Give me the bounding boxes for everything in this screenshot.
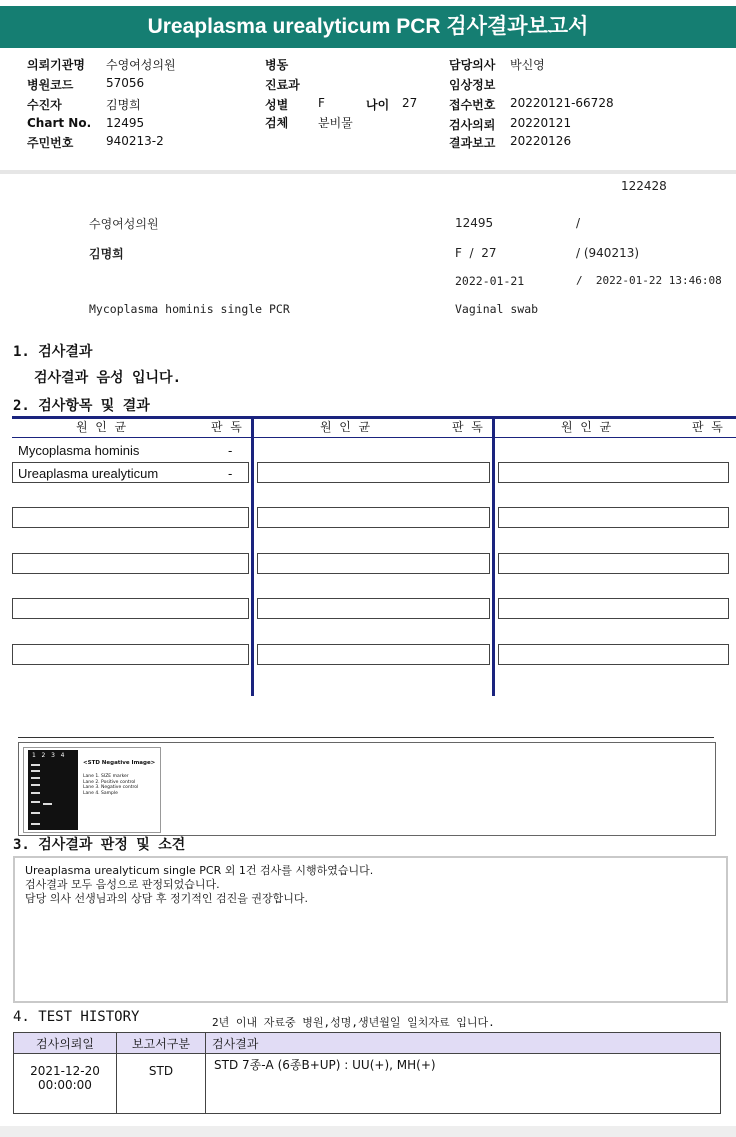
history-table bbox=[13, 1032, 721, 1114]
gel-band bbox=[31, 784, 40, 786]
value-receipt-no: 20220121-66728 bbox=[510, 96, 614, 110]
result-cell-row4-col1 bbox=[12, 553, 249, 574]
gel-legend-item: Lane 1. SIZE marker bbox=[83, 774, 129, 779]
section1-title: 1. 검사결과 bbox=[13, 344, 93, 360]
value-chart-no: 12495 bbox=[106, 116, 145, 130]
value-requesting-institution: 수영여성의원 bbox=[106, 58, 176, 72]
gel-legend-item: Lane 3. Negative control bbox=[83, 785, 139, 790]
gel-legend-item: Lane 2. Positive control bbox=[83, 779, 136, 785]
history-col-request-date: 검사의뢰일 bbox=[14, 1033, 117, 1054]
gel-band bbox=[31, 812, 40, 814]
label-result-report: 결과보고 bbox=[449, 136, 496, 150]
report-birth: / (940213) bbox=[576, 246, 640, 260]
history-col-report-type: 보고서구분 bbox=[117, 1033, 206, 1054]
result-cell-row6-col1 bbox=[12, 644, 249, 665]
result-cell-row5-col3 bbox=[498, 598, 729, 619]
history-report-type: STD bbox=[117, 1054, 206, 1114]
table-col-divider-1 bbox=[251, 416, 254, 696]
gel-legend-item: Lane 4. Sample bbox=[83, 790, 118, 796]
results-table bbox=[0, 414, 736, 699]
report-test-name: Mycoplasma hominis single PCR bbox=[89, 302, 290, 316]
value-hospital-code: 57056 bbox=[106, 76, 145, 90]
result-organism-2: Ureaplasma urealyticum bbox=[18, 466, 159, 481]
gel-band bbox=[31, 764, 40, 766]
label-requesting-institution: 의뢰기관명 bbox=[27, 58, 85, 72]
value-specimen: 분비물 bbox=[318, 116, 353, 130]
gel-image-figure bbox=[23, 747, 161, 833]
result-cell-row2-col3 bbox=[498, 462, 729, 483]
opinion-line: Ureaplasma urealyticum single PCR 외 1건 검사를 시행하였습니다. bbox=[25, 864, 374, 877]
value-sex: F bbox=[318, 96, 325, 110]
result-cell-row2-col2 bbox=[257, 462, 490, 483]
label-patient: 수진자 bbox=[27, 98, 62, 112]
result-value-1: - bbox=[228, 443, 233, 458]
report-patient: 김명희 bbox=[89, 247, 124, 261]
label-receipt-no: 접수번호 bbox=[449, 98, 496, 112]
result-cell-row5-col1 bbox=[12, 598, 249, 619]
label-clinical-info: 임상정보 bbox=[449, 78, 496, 92]
table-col-divider-2 bbox=[492, 416, 495, 696]
result-cell-row3-col3 bbox=[498, 507, 729, 528]
history-note: 2년 이내 자료중 병원,성명,생년월일 일치자료 입니다. bbox=[212, 1016, 495, 1029]
result-cell-row4-col3 bbox=[498, 553, 729, 574]
opinion-line: 검사결과 모두 음성으로 판정되었습니다. bbox=[25, 878, 220, 891]
report-date-report: / 2022-01-22 13:46:08 bbox=[576, 274, 722, 287]
report-date-request: 2022-01-21 bbox=[455, 274, 525, 288]
col-header-judgement-3: 판 독 bbox=[692, 420, 723, 434]
header-divider bbox=[0, 170, 736, 174]
label-hospital-code: 병원코드 bbox=[27, 78, 74, 92]
section4-title: 4. TEST HISTORY bbox=[13, 1009, 140, 1025]
col-header-judgement-2: 판 독 bbox=[452, 420, 483, 434]
history-row bbox=[14, 1054, 721, 1114]
value-test-request: 20220121 bbox=[510, 116, 572, 130]
value-result-report: 20220126 bbox=[510, 134, 572, 148]
report-code: 122428 bbox=[621, 179, 667, 193]
result-cell-row6-col2 bbox=[257, 644, 490, 665]
gel-band bbox=[31, 792, 40, 794]
table-header-rule bbox=[12, 437, 736, 438]
gel-picture bbox=[28, 750, 78, 830]
section1-result-text: 검사결과 음성 입니다. bbox=[34, 370, 182, 386]
report-sex-age: F / 27 bbox=[455, 246, 497, 260]
label-sex: 성별 bbox=[265, 98, 289, 112]
report-title: Ureaplasma urealyticum PCR 검사결과보고서 bbox=[0, 6, 736, 48]
history-header-row bbox=[14, 1033, 721, 1054]
value-age: 27 bbox=[402, 96, 418, 110]
gel-band bbox=[31, 823, 40, 825]
result-cell-row4-col2 bbox=[257, 553, 490, 574]
gel-band-positive bbox=[43, 803, 52, 805]
header-info bbox=[0, 56, 736, 156]
gel-band bbox=[31, 770, 40, 772]
label-age: 나이 bbox=[366, 98, 390, 112]
label-specimen: 검체 bbox=[265, 116, 289, 130]
result-cell-row6-col3 bbox=[498, 644, 729, 665]
report-hospital: 수영여성의원 bbox=[89, 217, 159, 231]
col-header-organism-1: 원 인 균 bbox=[76, 420, 127, 434]
label-chart-no: Chart No. bbox=[27, 116, 92, 130]
col-header-judgement-1: 판 독 bbox=[211, 420, 242, 434]
col-header-organism-2: 원 인 균 bbox=[320, 420, 371, 434]
value-resident-no: 940213-2 bbox=[106, 134, 164, 148]
section3-title: 3. 검사결과 판정 및 소견 bbox=[13, 837, 186, 853]
gel-lane-numbers: 1 2 3 4 bbox=[32, 752, 65, 759]
footer-bar bbox=[0, 1126, 736, 1137]
gel-image-panel bbox=[18, 742, 716, 836]
label-department: 진료과 bbox=[265, 78, 300, 92]
result-cell-row3-col1 bbox=[12, 507, 249, 528]
report-slash: / bbox=[576, 216, 581, 230]
history-result: STD 7종-A (6종B+UP) : UU(+), MH(+) bbox=[206, 1054, 721, 1114]
result-organism-1: Mycoplasma hominis bbox=[18, 443, 140, 458]
label-resident-no: 주민번호 bbox=[27, 136, 74, 150]
section2-title: 2. 검사항목 및 결과 bbox=[13, 398, 150, 414]
gel-band bbox=[31, 777, 40, 779]
report-chart: 12495 bbox=[455, 216, 494, 230]
history-request-date: 2021-12-20 00:00:00 bbox=[14, 1054, 117, 1114]
report-specimen: Vaginal swab bbox=[455, 302, 539, 316]
col-header-organism-3: 원 인 균 bbox=[561, 420, 612, 434]
result-cell-row5-col2 bbox=[257, 598, 490, 619]
value-physician: 박신영 bbox=[510, 58, 545, 72]
gel-legend bbox=[83, 774, 138, 796]
opinion-line: 담당 의사 선생님과의 상담 후 정기적인 검진을 권장합니다. bbox=[25, 892, 308, 905]
gel-band bbox=[31, 801, 40, 803]
image-top-rule bbox=[18, 737, 714, 738]
value-patient: 김명희 bbox=[106, 98, 141, 112]
result-cell-row3-col2 bbox=[257, 507, 490, 528]
gel-image-title: <STD Negative Image> bbox=[83, 760, 156, 766]
history-col-result: 검사결과 bbox=[206, 1033, 721, 1054]
opinion-box bbox=[13, 856, 728, 1003]
result-value-2: - bbox=[228, 466, 233, 481]
label-physician: 담당의사 bbox=[449, 58, 496, 72]
label-ward: 병동 bbox=[265, 58, 289, 72]
label-test-request: 검사의뢰 bbox=[449, 118, 496, 132]
